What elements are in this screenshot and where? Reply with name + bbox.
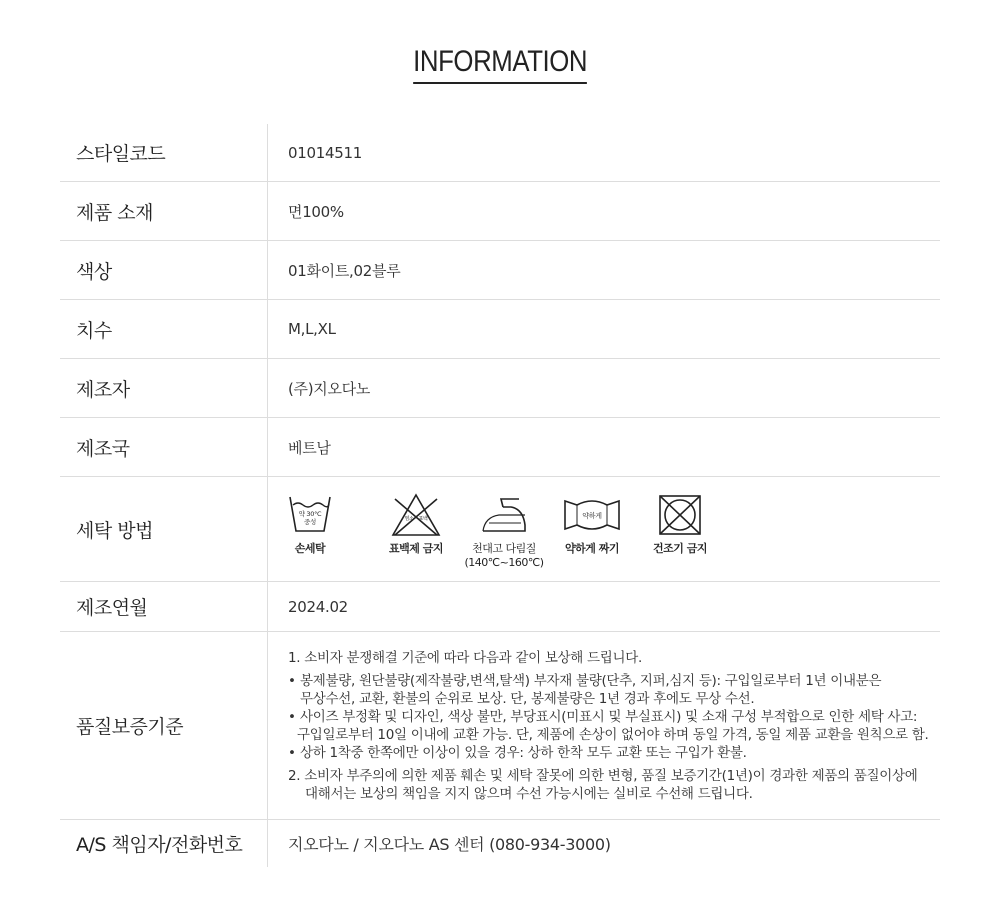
row-style-code: [60, 124, 940, 182]
iron-temp-range: (140℃~160℃): [464, 555, 544, 569]
hand-wash-icon: [288, 494, 332, 536]
size-value: M,L,XL: [288, 320, 336, 338]
row-material: [60, 182, 940, 241]
no-bleach-icon: [391, 494, 441, 536]
quality-label: 품질보증기준: [60, 632, 268, 819]
care-item-no-tumble-dry: [636, 494, 724, 556]
care-item-iron: [460, 494, 548, 569]
date-label: 제조연월: [60, 582, 268, 631]
bullet-dot: •: [288, 744, 296, 761]
style-code-value: 01014511: [288, 143, 362, 162]
maker-value: (주)지오다노: [288, 379, 371, 398]
bullet-dot: •: [288, 708, 296, 725]
row-color: [60, 241, 940, 300]
care-item-no-bleach: [372, 494, 460, 556]
row-maker: [60, 359, 940, 418]
row-country: [60, 418, 940, 477]
material-value: 면100%: [288, 202, 344, 221]
row-size: [60, 300, 940, 359]
color-label: 색상: [60, 241, 268, 299]
color-value: 01화이트,02블루: [288, 261, 401, 280]
maker-label: 제조자: [60, 359, 268, 417]
row-date: [60, 582, 940, 632]
no-tumble-dry-icon: [658, 494, 702, 536]
date-value: 2024.02: [288, 597, 348, 616]
row-as: [60, 820, 940, 867]
quality-bullet-1-line-1: 봉제불량, 원단불량(제작불량,변색,탈색) 부자재 불량(단추, 지퍼,심지 등): 구입일로부터 1년 이내분은: [300, 672, 882, 689]
style-code-label: 스타일코드: [60, 124, 268, 181]
quality-bullet-2-line-2: 구입일로부터 10일 이내에 교환 가능. 단, 제품에 손상이 없어야 하며 동일 가격, 동일 제품 교환을 원칙으로 함.: [297, 726, 929, 743]
quality-paragraph-2-line-1: 2. 소비자 부주의에 의한 제품 훼손 및 세탁 잘못에 의한 변형, 품질 보증기간(1년)이 경과한 제품의 품질이상에: [288, 767, 918, 784]
wash-label: 세탁 방법: [60, 477, 268, 581]
title-wrap: [0, 44, 1000, 84]
as-label: A/S 책임자/전화번호: [60, 820, 268, 867]
quality-paragraph-2: [288, 767, 918, 803]
quality-paragraph-2-line-2: 대해서는 보상의 책임을 지지 않으며 수선 가능시에는 실비로 수선해 드립니다.: [305, 785, 753, 802]
quality-bullet-2-line-1: 사이즈 부정확 및 디자인, 색상 불만, 부당표시(미표시 및 부실표시) 및 소재 구성 부적합으로 인한 세탁 사고:: [300, 708, 918, 725]
gentle-wring-label: 약하게 짜기: [565, 541, 619, 555]
hand-wash-neutral-text: 중성: [304, 517, 316, 526]
information-table: [60, 124, 940, 867]
no-bleach-chlorine-text: 염소: [404, 515, 414, 522]
quality-bullet-2: [288, 708, 929, 744]
iron-label: 천대고 다림질: [472, 541, 536, 555]
hand-wash-label: 손세탁: [294, 541, 326, 555]
bullet-dot: •: [288, 672, 296, 689]
quality-paragraph-1: 1. 소비자 분쟁해결 기준에 따라 다음과 같이 보상해 드립니다.: [288, 649, 642, 666]
quality-bullet-1-line-2: 무상수선, 교환, 환불의 순위로 보상. 단, 봉제불량은 1년 경과 후에도 무상 수선.: [300, 690, 755, 707]
page-title: INFORMATION: [413, 44, 587, 84]
gentle-wring-icon: [563, 494, 621, 536]
care-item-gentle-wring: [548, 494, 636, 556]
as-value: 지오다노 / 지오다노 AS 센터 (080-934-3000): [288, 835, 611, 854]
wash-value: [268, 477, 940, 581]
gentle-wring-text: 약하게: [582, 511, 602, 520]
no-tumble-dry-label: 건조기 금지: [653, 541, 707, 555]
care-icons-list: [288, 490, 724, 569]
care-item-hand-wash: [288, 494, 332, 556]
row-wash: [60, 477, 940, 582]
row-quality: [60, 632, 940, 820]
size-label: 치수: [60, 300, 268, 358]
quality-bullet-3: [288, 744, 747, 762]
no-bleach-label: 표백제 금지: [389, 541, 443, 555]
quality-bullet-3-line-1: 상하 1착중 한쪽에만 이상이 있을 경우: 상하 한착 모두 교환 또는 구입가 환불.: [300, 744, 747, 761]
country-value: 베트남: [288, 438, 331, 457]
iron-icon: [479, 494, 529, 536]
quality-bullet-1: [288, 672, 881, 708]
quality-value: [268, 632, 940, 819]
hand-wash-temp-text: 약 30°C: [298, 509, 322, 518]
material-label: 제품 소재: [60, 182, 268, 240]
no-bleach-bleach-text: 표백: [418, 515, 428, 522]
country-label: 제조국: [60, 418, 268, 476]
